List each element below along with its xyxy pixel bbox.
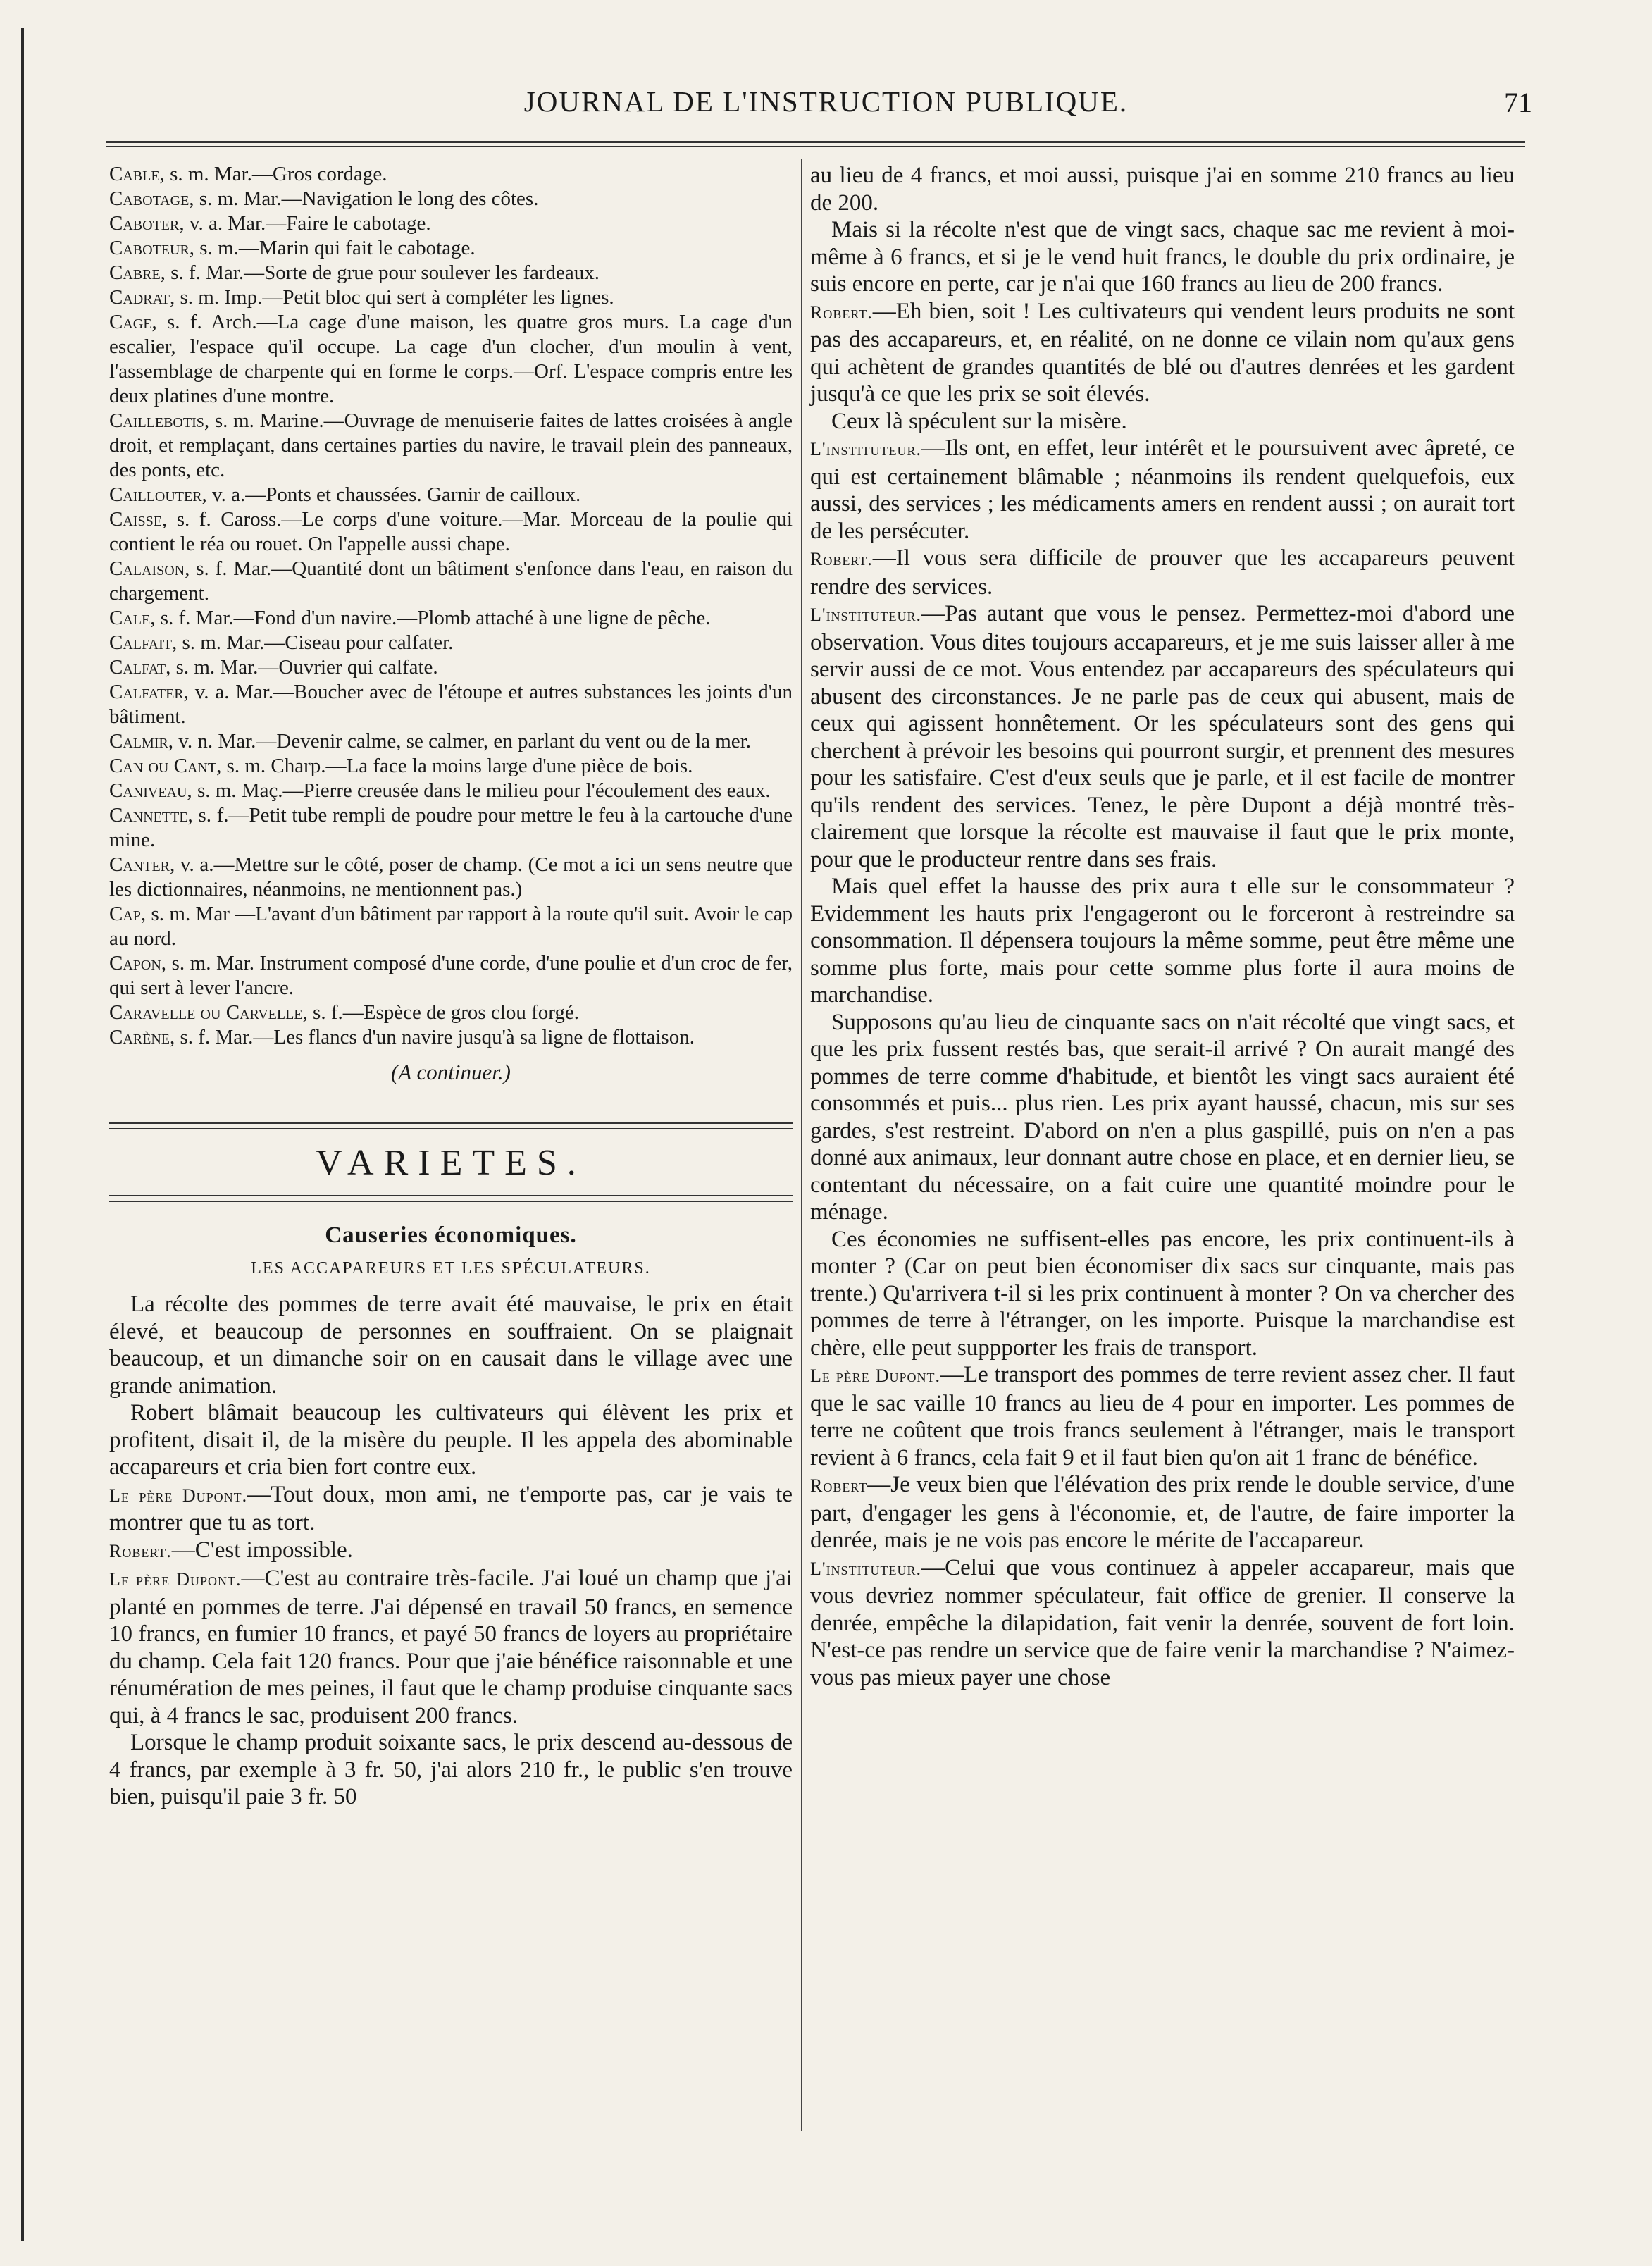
glossary-entry — [109, 162, 793, 187]
speaker-label: L'instituteur. — [810, 1558, 922, 1579]
glossary-entry — [109, 483, 793, 507]
article-paragraph — [810, 298, 1515, 408]
article-paragraph — [810, 1226, 1515, 1362]
paragraph-text: —Eh bien, soit ! Les cultivateurs qui vendent leurs produits ne sont pas des accapareurs, et, en réalité, on ne donne ce vilain nom qu'aux gens qui achètent de grandes quantités de blé ou d'autres denrées et les gardent jusqu'à ce que les prix se soit élevés. — [810, 298, 1515, 407]
article-paragraph — [109, 1291, 793, 1399]
glossary-entry — [109, 557, 793, 606]
glossary-entry — [109, 951, 793, 1001]
glossary-definition: s. m.—Marin qui fait le cabotage. — [199, 237, 476, 259]
header-rule-top — [106, 141, 1525, 143]
glossary-headword: Cabotage, — [109, 187, 194, 210]
article-paragraph — [109, 1565, 793, 1729]
article-paragraph — [810, 1471, 1515, 1554]
glossary-entry — [109, 1025, 793, 1050]
section-rule-bottom — [109, 1195, 793, 1202]
glossary-definition: s. f.—Espèce de gros clou forgé. — [313, 1001, 579, 1024]
glossary-headword: Cage, — [109, 311, 157, 333]
glossary-definition: v. n. Mar.—Devenir calme, se calmer, en parlant du vent ou de la mer. — [178, 730, 751, 753]
glossary-entry — [109, 631, 793, 655]
glossary-headword: Caillouter, — [109, 483, 207, 506]
glossary-entry — [109, 729, 793, 754]
glossary-entry — [109, 310, 793, 409]
section-title: VARIETES. — [316, 1143, 586, 1183]
glossary-definition: v. a.—Mettre sur le côté, poser de champ. (Ce mot a ici un sens neutre que les dictionnaires, néanmoins, ne mentionnent pas.) — [109, 853, 793, 900]
article-paragraph — [810, 216, 1515, 298]
paragraph-text: —C'est au contraire très-facile. J'ai loué un champ que j'ai planté en pommes de terre. J'ai dépensé en travail 50 francs, en semence 10 francs, en fumier 10 francs, et payé 50 francs de loyers au propriétaire du champ. Cela fait 120 francs. Pour que j'aie bénéfice raisonnable et une rénumération de mes peines, il faut que le champ produise cinquante sacs qui, à 4 francs le sac, produisent 200 francs. — [109, 1566, 793, 1728]
glossary-headword: Caboteur, — [109, 237, 195, 259]
glossary-headword: Cannette, — [109, 804, 193, 826]
article-body-left — [109, 1291, 793, 1811]
article-paragraph — [810, 162, 1515, 216]
paragraph-text: —C'est impossible. — [171, 1537, 353, 1563]
column-divider — [801, 159, 802, 2131]
glossary-headword: Calaison, — [109, 557, 190, 580]
glossary-definition: s. f.—Petit tube rempli de poudre pour mettre le feu à la cartouche d'une mine. — [109, 804, 793, 851]
speaker-label: Robert. — [810, 549, 873, 569]
paragraph-text: —Le transport des pommes de terre revient assez cher. Il faut que le sac vaille 10 francs au lieu de 4 pour en importer. Les pommes de terre ne coûtent que trois francs seulement à l'étranger, mais le transport revient à 6 francs, cela fait 9 et il faut bien qu'on ait 1 franc de bénéfice. — [810, 1362, 1515, 1471]
glossary-headword: Calfat, — [109, 656, 171, 679]
binding-rule — [21, 28, 24, 2241]
glossary-definition: s. m. Marine.—Ouvrage de menuiserie faites de lattes croisées à angle droit, et remplaçant, dans certaines parties du navire, le travail plein des panneaux, des ponts, etc. — [109, 409, 793, 481]
glossary-headword: Calmir, — [109, 730, 174, 753]
header-rule-bottom — [106, 146, 1525, 147]
speaker-label: L'instituteur. — [810, 605, 922, 625]
glossary-headword: Caravelle ou Carvelle, — [109, 1001, 308, 1024]
glossary-headword: Caboter, — [109, 212, 185, 235]
glossary-definition: s. m. Maç.—Pierre creusée dans le milieu pour l'écoulement des eaux. — [197, 779, 771, 802]
paragraph-text: —Ils ont, en effet, leur intérêt et le poursuivent avec âpreté, ce qui est certainement blâmable ; néanmoins ils rendent quelquefois, eux aussi, des services ; les médicaments amers en rendent aussi ; on aurait tort de les persécuter. — [810, 435, 1515, 544]
paragraph-text: Supposons qu'au lieu de cinquante sacs on n'ait récolté que vingt sacs, et que les prix fussent restés bas, que serait-il arrivé ? On aurait mangé des pommes de terre comme d'habitude, et bientôt les vingt sacs auraient été consommés et puis... plus rien. Les prix ayant haussé, chacun, mis sur ses gardes, s'est restreint. D'abord on n'en a plus gaspillé, puis on n'en a pas donné aux animaux, leur donnant autre chose en place, et en dernier lieu, se contentant du nécessaire, on a fait cuire une quantité moindre pour le ménage. — [810, 1009, 1515, 1225]
article-paragraph — [109, 1729, 793, 1811]
glossary-definition: s. m. Mar.—Ouvrier qui calfate. — [175, 656, 438, 679]
paragraph-text: au lieu de 4 francs, et moi aussi, puisque j'ai en somme 210 francs au lieu de 200. — [810, 163, 1515, 216]
glossary-headword: Cabre, — [109, 261, 166, 284]
paragraph-text: —Il vous sera difficile de prouver que les accapareurs peuvent rendre des services. — [810, 545, 1515, 600]
paragraph-text: Mais si la récolte n'est que de vingt sacs, chaque sac me revient à moi-même à 6 francs, et si je le vend huit francs, le double du prix ordinaire, je suis encore en perte, car je n'ai que 160 francs au lieu de 200 francs. — [810, 217, 1515, 297]
glossary-entry — [109, 606, 793, 631]
glossary-entry — [109, 655, 793, 680]
article-body-right — [810, 162, 1515, 1691]
speaker-label: Robert — [810, 1475, 868, 1496]
glossary-entry — [109, 853, 793, 902]
glossary-headword: Cable, — [109, 163, 165, 185]
glossary-definition: s. f. Mar.—Les flancs d'un navire jusqu'à sa ligne de flottaison. — [180, 1026, 695, 1048]
glossary-entry — [109, 409, 793, 483]
left-column — [109, 162, 793, 1811]
glossary-entry — [109, 680, 793, 729]
paragraph-text: Lorsque le champ produit soixante sacs, le prix descend au-dessous de 4 francs, par exemple à 3 fr. 50, j'ai alors 210 fr., le public s'en trouve bien, puisqu'il paie 3 fr. 50 — [109, 1730, 793, 1809]
glossary-definition: s. m. Mar —L'avant d'un bâtiment par rapport à la route qu'il suit. Avoir le cap au nord. — [109, 903, 793, 950]
speaker-label: Le père Dupont. — [109, 1485, 248, 1506]
paragraph-text: Ceux là spéculent sur la misère. — [831, 408, 1127, 434]
glossary-definition: v. a. Mar.—Boucher avec de l'étoupe et autres substances les joints d'un bâtiment. — [109, 681, 793, 728]
glossary-entry — [109, 779, 793, 803]
glossary — [109, 162, 793, 1050]
glossary-definition: s. m. Mar.—Ciseau pour calfater. — [182, 631, 454, 654]
glossary-entry — [109, 507, 793, 557]
speaker-label: Robert. — [109, 1540, 172, 1561]
glossary-headword: Caniveau, — [109, 779, 192, 802]
glossary-entry — [109, 902, 793, 951]
glossary-entry — [109, 754, 793, 779]
article-paragraph — [810, 873, 1515, 1009]
glossary-definition: s. m. Imp.—Petit bloc qui sert à compléter les lignes. — [180, 286, 614, 309]
running-title: JOURNAL DE L'INSTRUCTION PUBLIQUE. — [523, 85, 1129, 118]
glossary-definition: v. a. Mar.—Faire le cabotage. — [189, 212, 431, 235]
article-title: Causeries économiques. — [325, 1222, 577, 1248]
paragraph-text: —Je veux bien que l'élévation des prix rende le double service, d'une part, d'engager les gens à l'économie, et, de l'autre, de faire importer la denrée, mais je ne vois pas encore le mérite de l'accapareur. — [810, 1472, 1515, 1553]
paragraph-text: Ces économies ne suffisent-elles pas encore, les prix continuent-ils à monter ? (Car on peut bien économiser dix sacs sur cinquante, mais pas trente.) Qu'arrivera t-il si les prix continuent à monter ? On va chercher des pommes de terre à l'étranger, on les importe. Puisque la marchandise est chère, elle peut suppporter les frais de transport. — [810, 1226, 1515, 1361]
glossary-definition: s. f. Arch.—La cage d'une maison, les quatre gros murs. La cage d'un escalier, l'espace qu'il occupe. La cage d'un clocher, d'un moulin à vent, l'assemblage de charpente qui en forme le corps.—Orf. L'espace compris entre les deux platines d'une montre. — [109, 311, 793, 407]
article-paragraph — [810, 545, 1515, 600]
paragraph-text: Mais quel effet la hausse des prix aura t elle sur le consommateur ? Evidemment les hauts prix l'engageront ou le forceront à restreindre sa consommation. Il dépensera toujours la même somme, peut être même une somme plus forte, mais pour cette somme plus forte il aura moins de marchandise. — [810, 874, 1515, 1008]
speaker-label: Le père Dupont. — [109, 1569, 242, 1590]
glossary-definition: s. m. Mar. Instrument composé d'une corde, d'une poulie et d'un croc de fer, qui sert à lever l'ancre. — [109, 952, 793, 999]
page-number: 71 — [1504, 87, 1532, 118]
glossary-headword: Caillebotis, — [109, 409, 210, 432]
glossary-definition: s. m. Mar.—Navigation le long des côtes. — [199, 187, 539, 210]
glossary-headword: Capon, — [109, 952, 167, 974]
glossary-entry — [109, 1001, 793, 1025]
glossary-entry — [109, 261, 793, 285]
paragraph-text: —Celui que vous continuez à appeler accapareur, mais que vous devriez nommer spéculateur, fait office de grenier. Il conserve la denrée, empêche la dilapidation, fait venir la denrée, souvent de fort loin. N'est-ce pas rendre un service que de faire venir la marchandise ? N'aimez-vous pas mieux payer une chose — [810, 1554, 1515, 1690]
article-paragraph — [109, 1537, 793, 1566]
glossary-entry — [109, 236, 793, 261]
section-rule-top — [109, 1122, 793, 1129]
glossary-entry — [109, 803, 793, 853]
article-paragraph — [810, 1554, 1515, 1692]
article-paragraph — [810, 1361, 1515, 1471]
paragraph-text: —Tout doux, mon ami, ne t'emporte pas, car je vais te montrer que tu as tort. — [109, 1481, 793, 1535]
article-paragraph — [810, 408, 1515, 435]
glossary-headword: Cale, — [109, 607, 156, 629]
article-subtitle: LES ACCAPAREURS ET LES SPÉCULATEURS. — [251, 1259, 651, 1277]
paragraph-text: —Pas autant que vous le pensez. Permettez-moi d'abord une observation. Vous dites toujours accapareurs, et je me suis laisser aller à me servir aussi de ce mot. Vous entendez par accapareurs des spéculateurs qui abusent des circonstances. Je ne parle pas de ceux qui abusent, mais de ceux qui agissent honnêtement. Or les spéculateurs sont des gens qui cherchent à prévoir les besoins qui pourront surgir, et prennent des mesures pour les satisfaire. C'est d'eux seuls que je parle, et il est facile de montrer qu'ils rendent des services. Tenez, le père Dupont a déjà montré très-clairement que lorsque la récolte est mauvaise il faut que le prix monte, pour que le producteur rentre dans ses frais. — [810, 601, 1515, 872]
paragraph-text: La récolte des pommes de terre avait été mauvaise, le prix en était élevé, et beaucoup de personnes en souffraient. On se plaignait beaucoup, et un dimanche soir on en causait dans le village avec une grande animation. — [109, 1292, 793, 1399]
continued-note: (A continuer.) — [391, 1060, 511, 1084]
speaker-label: Le père Dupont. — [810, 1366, 940, 1386]
glossary-definition: s. f. Mar.—Fond d'un navire.—Plomb attaché à une ligne de pêche. — [160, 607, 711, 629]
glossary-headword: Cadrat, — [109, 286, 175, 309]
article-paragraph — [810, 435, 1515, 545]
paragraph-text: Robert blâmait beaucoup les cultivateurs qui élèvent les prix et profitent, disait il, de la misère du peuple. Il les appela des abominable accapareurs et cria bien fort contre eux. — [109, 1400, 793, 1480]
glossary-headword: Can ou Cant, — [109, 755, 222, 777]
glossary-entry — [109, 285, 793, 310]
speaker-label: Robert. — [810, 302, 873, 323]
page-header — [0, 85, 1652, 127]
glossary-definition: s. f. Mar.—Quantité dont un bâtiment s'enfonce dans l'eau, en raison du chargement. — [109, 557, 793, 605]
glossary-headword: Canter, — [109, 853, 175, 876]
article-paragraph — [109, 1399, 793, 1481]
glossary-definition: s. m. Charp.—La face la moins large d'une pièce de bois. — [226, 755, 693, 777]
glossary-headword: Calfait, — [109, 631, 178, 654]
glossary-definition: s. f. Mar.—Sorte de grue pour soulever les fardeaux. — [170, 261, 600, 284]
glossary-headword: Caisse, — [109, 508, 168, 531]
article-paragraph — [109, 1481, 793, 1537]
glossary-entry — [109, 187, 793, 211]
article-paragraph — [810, 600, 1515, 873]
glossary-headword: Carène, — [109, 1026, 175, 1048]
glossary-definition: s. f. Caross.—Le corps d'une voiture.—Mar. Morceau de la poulie qui contient le réa ou rouet. On l'appelle aussi chape. — [109, 508, 793, 555]
article-paragraph — [810, 1009, 1515, 1226]
glossary-headword: Cap, — [109, 903, 147, 925]
speaker-label: L'instituteur. — [810, 439, 922, 459]
glossary-definition: v. a.—Ponts et chaussées. Garnir de cailloux. — [212, 483, 581, 506]
glossary-entry — [109, 211, 793, 236]
glossary-definition: s. m. Mar.—Gros cordage. — [170, 163, 387, 185]
glossary-headword: Calfater, — [109, 681, 189, 703]
